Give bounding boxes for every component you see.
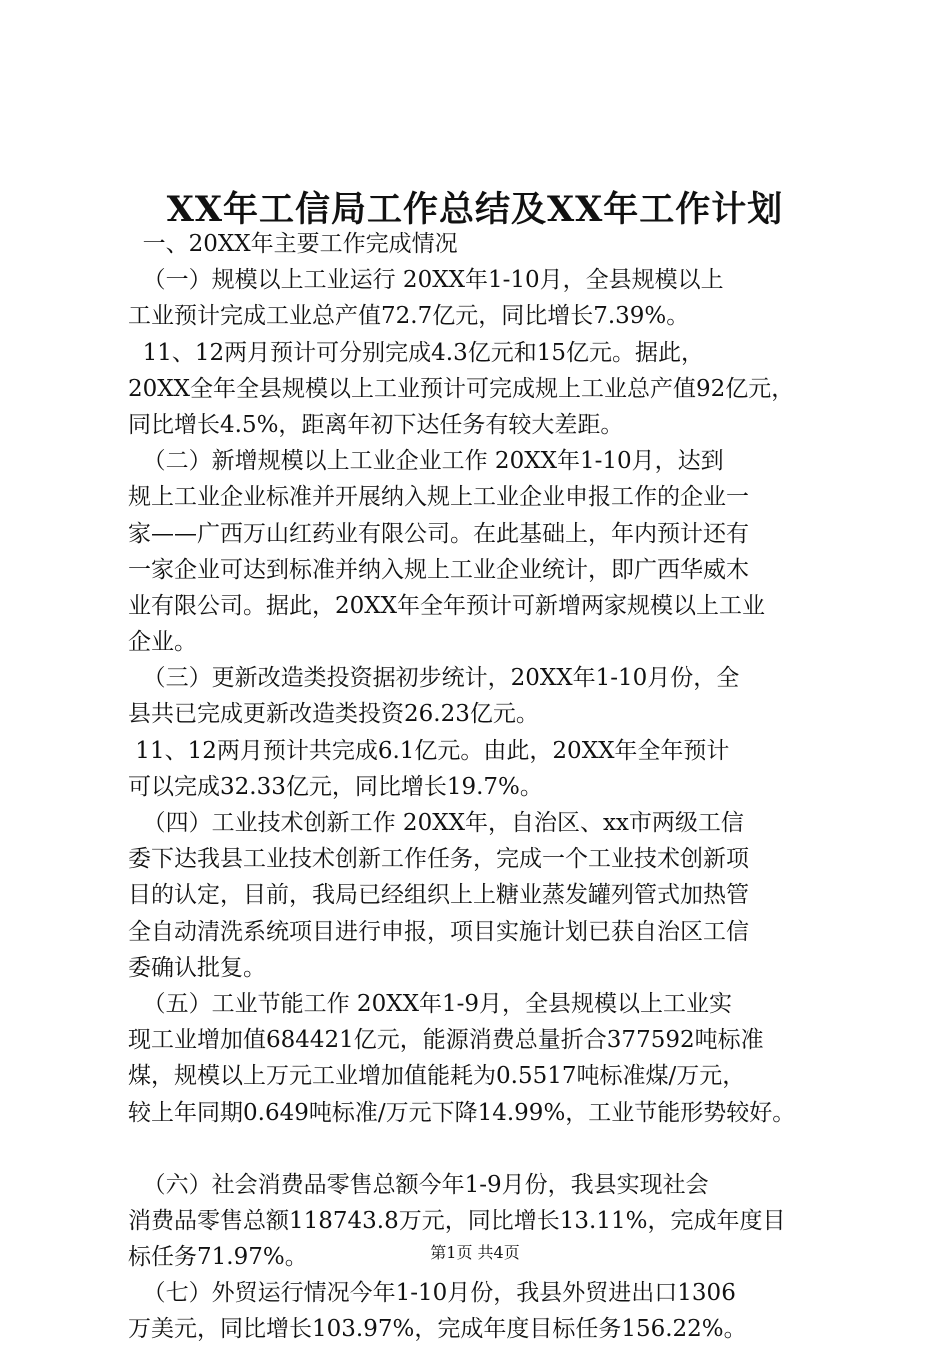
text-line: 委下达我县工业技术创新工作任务，完成一个工业技术创新项	[128, 846, 749, 873]
text-line: （一）规模以上工业运行 20XX年1-10月，全县规模以上	[128, 267, 724, 294]
text-line: （四）工业技术创新工作 20XX年，自治区、xx市两级工信	[128, 810, 744, 836]
text-line: （三）更新改造类投资据初步统计，20XX年1-10月份，全	[128, 665, 740, 692]
text-line: （六）社会消费品零售总额今年1-9月份，我县实现社会	[128, 1171, 709, 1198]
document-body	[128, 226, 834, 1348]
text-line: 企业。	[128, 629, 197, 656]
text-line: 一家企业可达到标准并纳入规上工业企业统计，即广西华威木	[128, 556, 749, 583]
text-line: 煤，规模以上万元工业增加值能耗为0.5517吨标准煤/万元，	[128, 1063, 746, 1090]
blank-line	[128, 1131, 834, 1167]
text-line: 一、20XX年主要工作完成情况	[128, 231, 458, 257]
text-line: 标任务71.97%。	[128, 1244, 308, 1271]
text-line: 20XX全年全县规模以上工业预计可完成规上工业总产值92亿元，	[128, 375, 795, 402]
text-line: 较上年同期0.649吨标准/万元下降14.99%，工业节能形势较好。	[128, 1099, 796, 1126]
text-line: 目的认定，目前，我局已经组织上上糖业蒸发罐列管式加热管	[128, 882, 749, 909]
text-line: （七）外贸运行情况今年1-10月份，我县外贸进出口1306	[128, 1280, 736, 1307]
document-title: XX年工信局工作总结及XX年工作计划	[166, 189, 784, 230]
text-line: 全自动清洗系统项目进行申报，项目实施计划已获自治区工信	[128, 918, 749, 945]
text-line: 业有限公司。据此，20XX年全年预计可新增两家规模以上工业	[128, 592, 766, 619]
text-line: 可以完成32.33亿元，同比增长19.7%。	[128, 773, 543, 800]
text-line: 规上工业企业标准并开展纳入规上工业企业申报工作的企业一	[128, 484, 749, 511]
text-line: 11、12两月预计共完成6.1亿元。由此，20XX年全年预计	[128, 737, 730, 764]
text-line: 工业预计完成工业总产值72.7亿元，同比增长7.39%。	[128, 303, 690, 330]
text-line: 消费品零售总额118743.8万元，同比增长13.11%，完成年度目	[128, 1207, 786, 1234]
page-number: 第1页 共4页	[430, 1243, 520, 1262]
text-line: 现工业增加值684421亿元，能源消费总量折合377592吨标准	[128, 1027, 764, 1054]
text-line: 委确认批复。	[128, 954, 266, 981]
text-line: （二）新增规模以上工业企业工作 20XX年1-10月，达到	[128, 448, 724, 475]
text-line: 万美元，同比增长103.97%，完成年度目标任务156.22%。	[128, 1316, 747, 1343]
text-line: 同比增长4.5%，距离年初下达任务有较大差距。	[128, 411, 624, 438]
text-line: 家——广西万山红药业有限公司。在此基础上，年内预计还有	[128, 520, 749, 547]
text-line: （五）工业节能工作 20XX年1-9月，全县规模以上工业实	[128, 990, 732, 1017]
text-line: 11、12两月预计可分别完成4.3亿元和15亿元。据此，	[128, 339, 704, 366]
text-line: 县共已完成更新改造类投资26.23亿元。	[128, 701, 539, 728]
